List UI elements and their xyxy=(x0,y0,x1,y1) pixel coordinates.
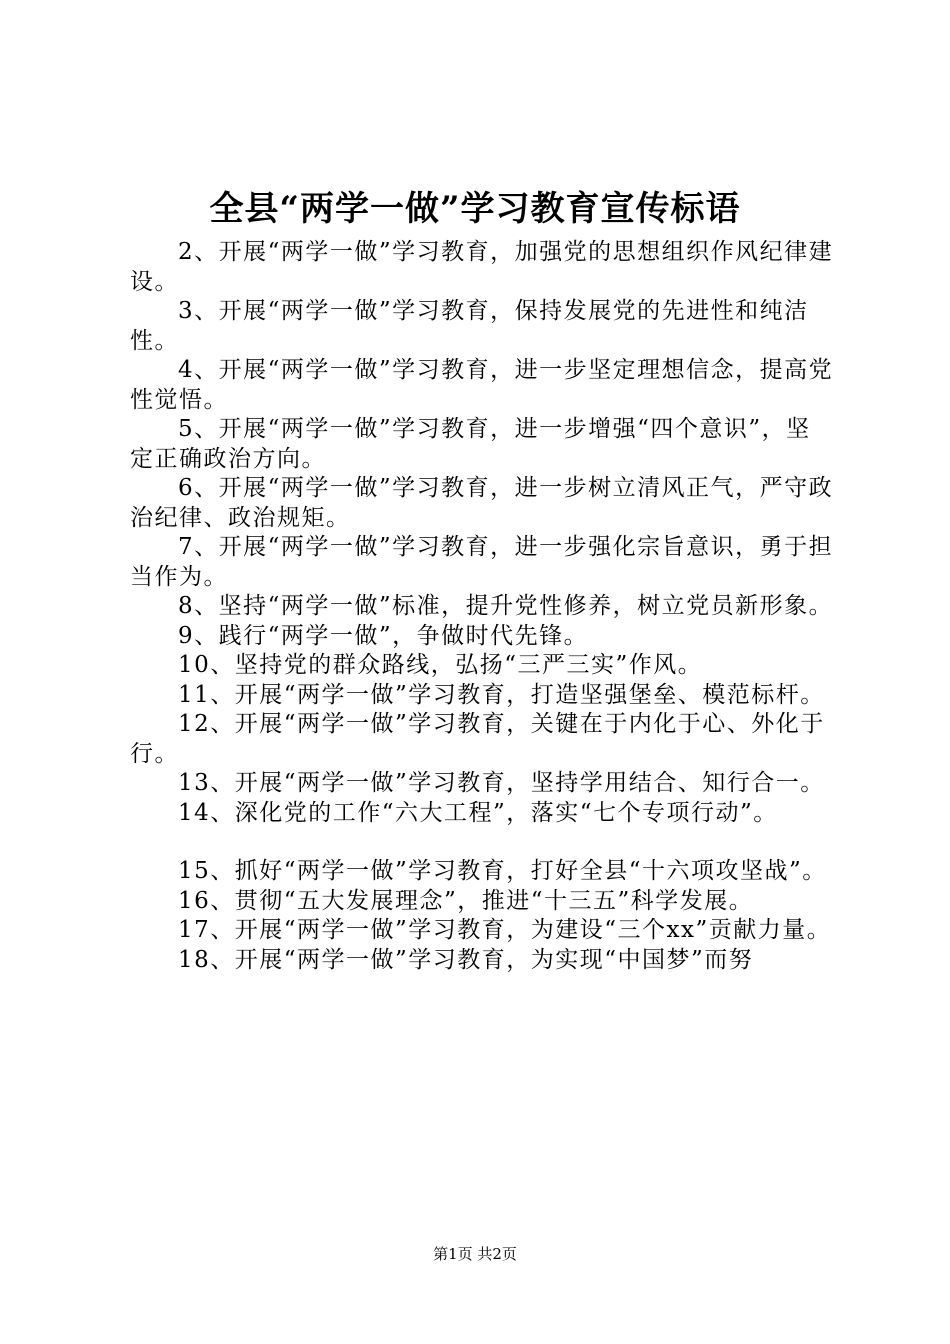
slogan-paragraph: 15、抓好“两学一做”学习教育，打好全县“十六项攻坚战”。 xyxy=(178,858,827,884)
slogan-paragraph: 14、深化党的工作“六大工程”，落实“七个专项行动”。 xyxy=(178,799,778,826)
slogan-paragraph: 18、开展“两学一做”学习教育，为实现“中国梦”而努 xyxy=(178,946,754,973)
slogan-paragraph: 10、坚持党的群众路线，弘扬“三严三实”作风。 xyxy=(178,652,703,678)
slogan-paragraph: 3、开展“两学一做”学习教育，保持发展党的先进性和纯洁性。 xyxy=(130,298,809,354)
slogan-paragraph: 4、开展“两学一做”学习教育，进一步坚定理想信念，提高党性觉悟。 xyxy=(130,357,834,413)
slogan-paragraph: 6、开展“两学一做”学习教育，进一步树立清风正气，严守政治纪律、政治规矩。 xyxy=(130,475,834,531)
page-footer: 第1页 共2页 xyxy=(433,1245,517,1263)
slogan-paragraph: 2、开展“两学一做”学习教育，加强党的思想组织作风纪律建设。 xyxy=(130,239,834,295)
slogan-paragraph: 9、践行“两学一做”，争做时代先锋。 xyxy=(178,622,589,649)
slogan-paragraph: 7、开展“两学一做”学习教育，进一步强化宗旨意识，勇于担当作为。 xyxy=(130,534,834,590)
document-body xyxy=(130,238,835,975)
slogan-paragraph: 13、开展“两学一做”学习教育，坚持学用结合、知行合一。 xyxy=(178,770,825,796)
slogan-paragraph: 16、贯彻“五大发展理念”，推进“十三五”科学发展。 xyxy=(178,887,754,914)
slogan-paragraph: 11、开展“两学一做”学习教育，打造坚强堡垒、模范标杆。 xyxy=(178,681,825,708)
slogan-paragraph: 5、开展“两学一做”学习教育，进一步增强“四个意识”，坚定正确政治方向。 xyxy=(130,416,811,472)
slogan-paragraph: 17、开展“两学一做”学习教育，为建设“三个xx”贡献力量。 xyxy=(178,917,832,943)
slogan-paragraph: 12、开展“两学一做”学习教育，关键在于内化于心、外化于行。 xyxy=(130,711,825,767)
page-title: 全县“两学一做”学习教育宣传标语 xyxy=(209,189,741,229)
slogan-paragraph: 8、坚持“两学一做”标准，提升党性修养，树立党员新形象。 xyxy=(178,593,834,619)
